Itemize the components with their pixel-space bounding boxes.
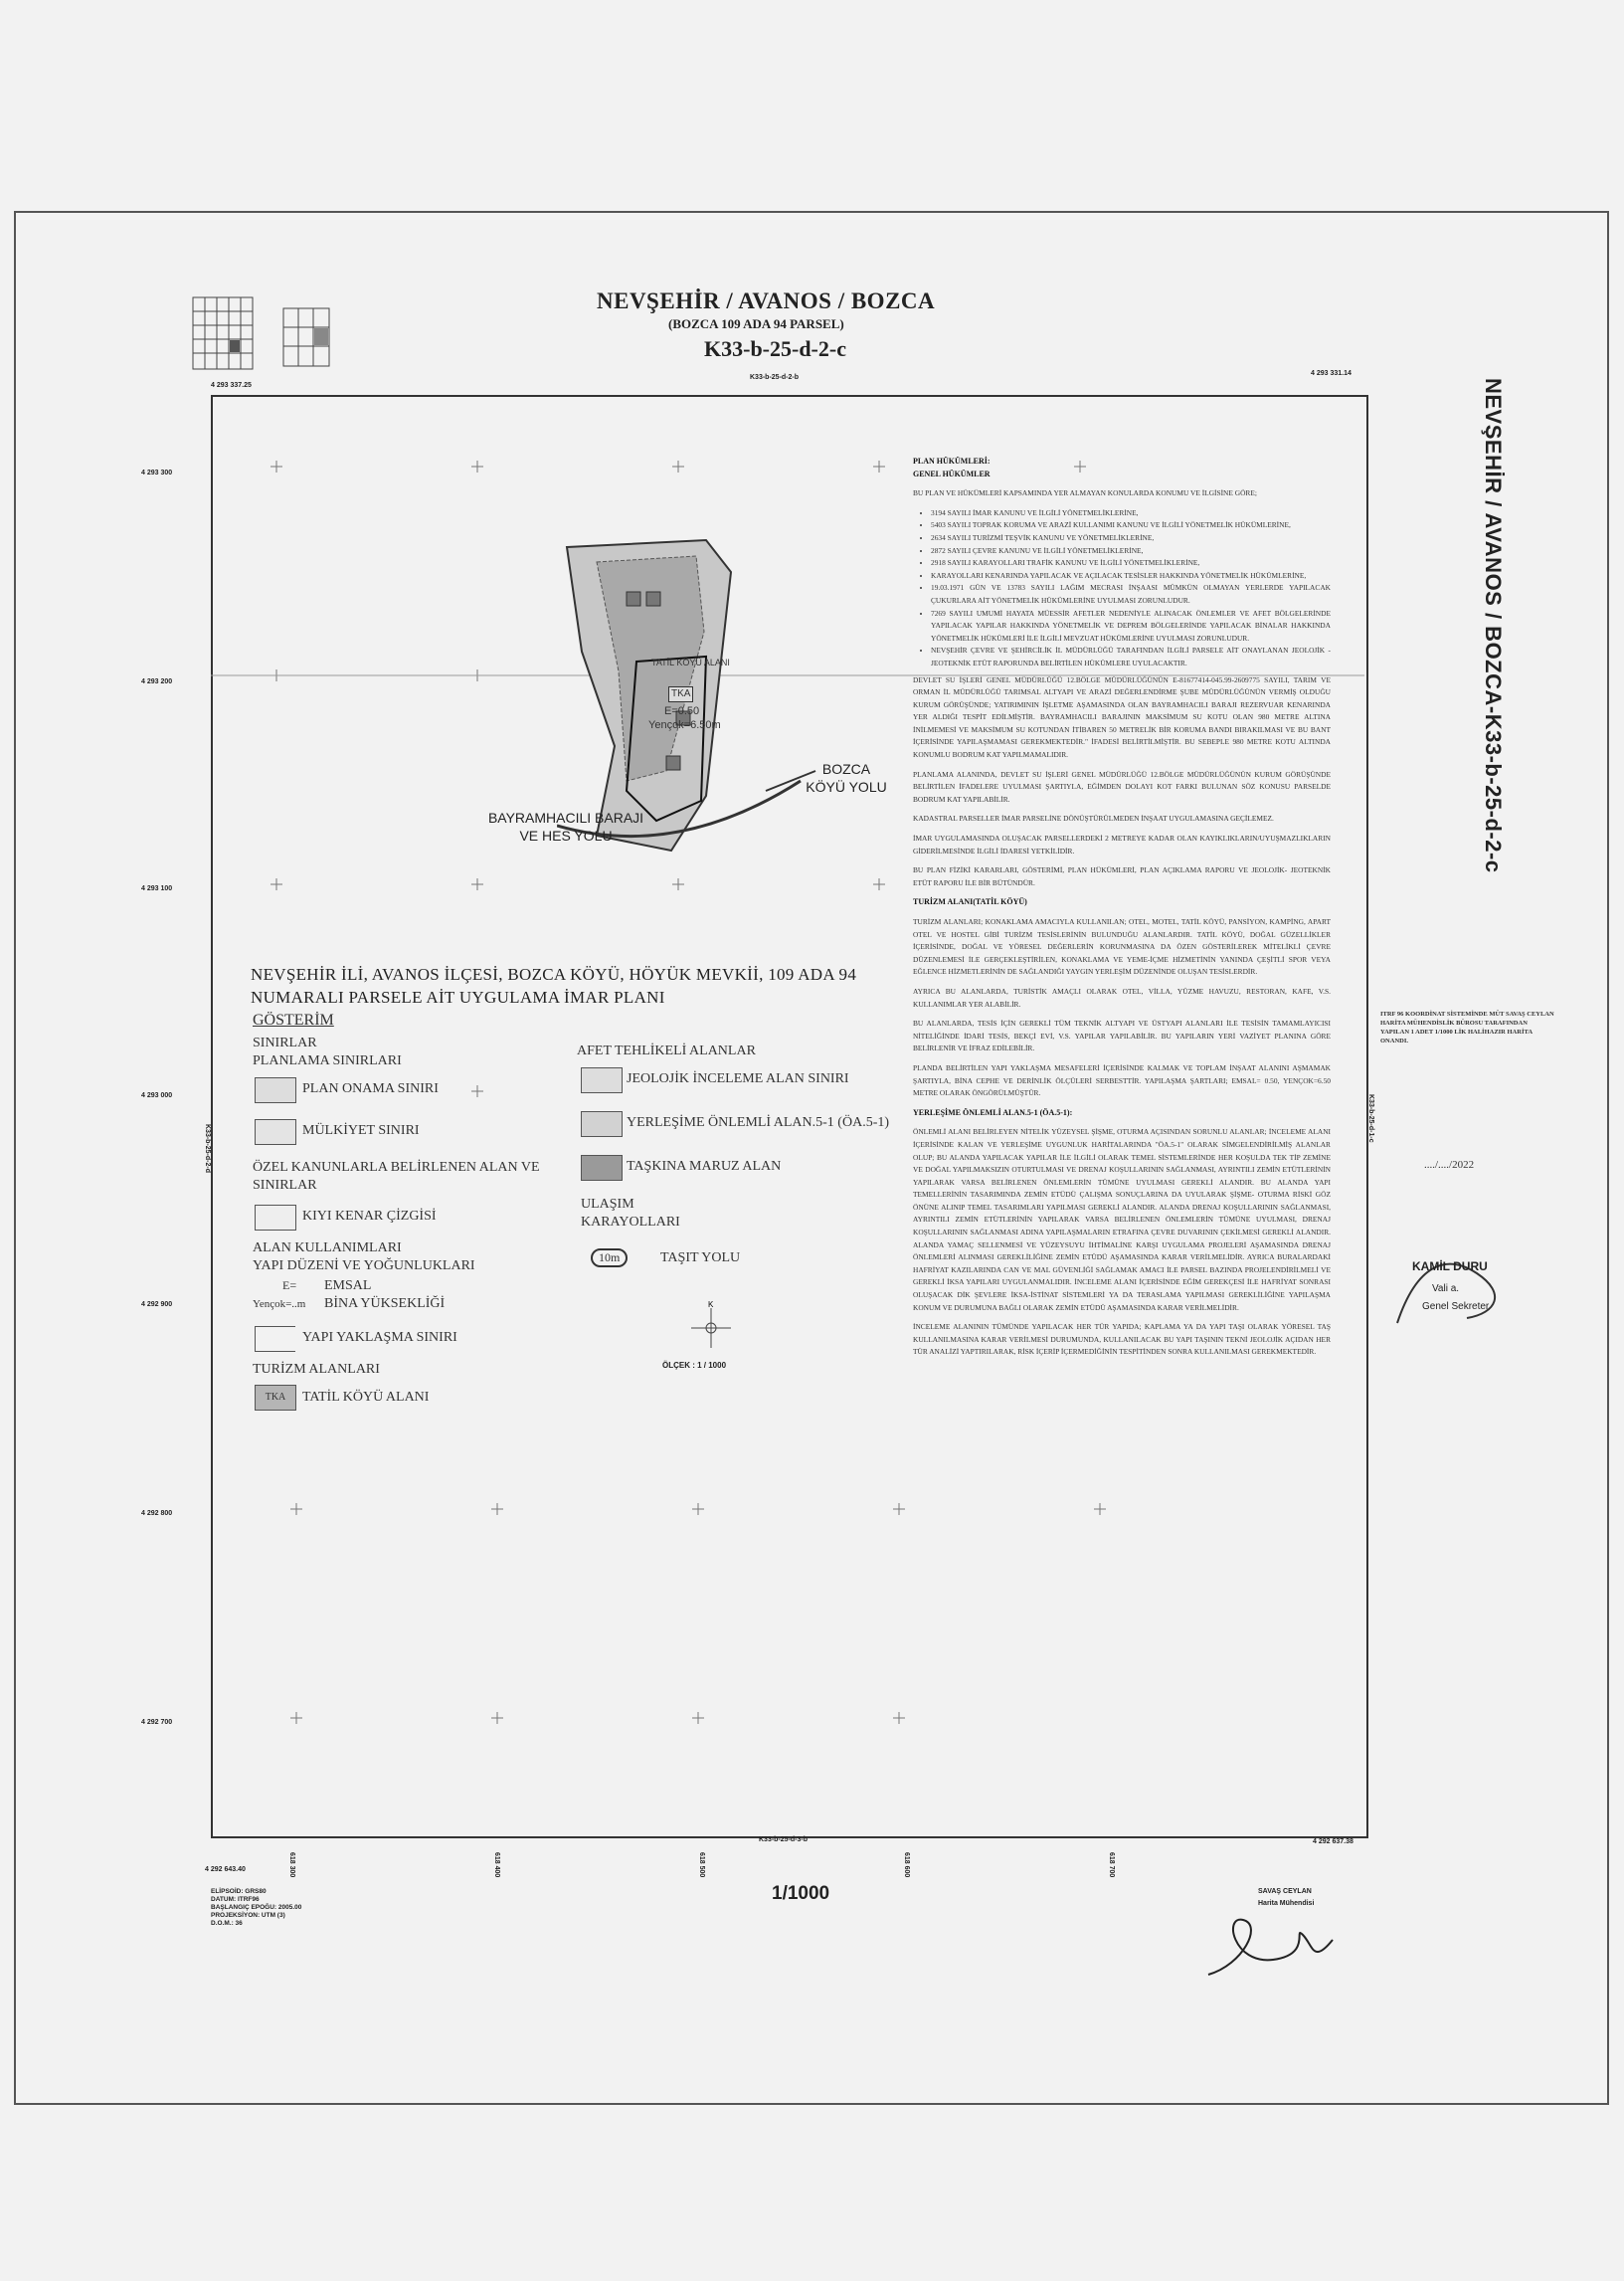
- northing-label: 4 293 300: [141, 470, 173, 476]
- legend-bina: BİNA YÜKSEKLİĞİ: [324, 1296, 446, 1311]
- legend-yapi-yaklasma: YAPI YAKLAŞMA SINIRI: [302, 1330, 457, 1345]
- sheet-index-grid: [192, 294, 331, 372]
- dsi-paragraph: DEVLET SU İŞLERİ GENEL MÜDÜRLÜĞÜ 12.BÖLGE MÜDÜRLÜĞÜNÜN E-81677414-045.99-2609775 SAYILI, TARIM VE ORMAN İL MÜDÜRLÜĞÜ TARIMSAL ALTYAPI VE ARAZİ DEĞERLENDİRME ŞUBE MÜDÜRLÜĞÜNÜN VERMİŞ OLDUĞU KURUM GÖRÜŞÜNDE; YATIRIMININ İŞLETME AŞAMASINDA OLAN BAYRAMHACILI BARAJI REZERVUAR KENARINDA YER ALDIĞI TESPİT EDİLMİŞTİR. BAYRAMHACILI BARAJININ MAKSİMUM SU KOTU OLAN 980 METRE ALTINA İNİLMEMESİ VE MAKSİMUM SU KOTUNDAN İTİBAREN 50 METRELİK BİR KORUMA BANDI BIRAKILMASI VE BU BANT İÇERİSİNDE YAPILAŞMAMASI GEREKMEKTEDİR." İFADESİ BELİRTİLMİŞTİR. BU SEBEPLE 980 METRE KOTU ALTINDA KONUMLU BODRUM KAT YAPILMAMALIDIR.: [913, 674, 1331, 760]
- top-neighbor-code: K33-b-25-d-2-b: [750, 374, 800, 381]
- north-arrow: [686, 1298, 736, 1358]
- corner-coord-br: 4 292 637.38: [1313, 1838, 1353, 1845]
- right-neighbor-code: K33-b-25-d-1-c: [1367, 1094, 1374, 1143]
- bullet-item: • NEVŞEHİR ÇEVRE VE ŞEHİRCİLİK İL MÜDÜRLÜĞÜ TARAFINDAN İLGİLİ PARSELE AİT ONAYLANAN JEOLOJİK - JEOTEKNİK ETÜT RAPORUNDA BELİRTİLEN HÜKÜMLERE UYULACAKTIR.: [931, 645, 1331, 669]
- emsal-symbol: E=: [282, 1278, 297, 1292]
- ellipsoid-line: ELİPSOİD: GRS80: [211, 1888, 267, 1895]
- kiyi-symbol: [255, 1205, 296, 1231]
- ayrica-paragraph: AYRICA BU ALANLARDA, TURİSTİK AMAÇLI OLARAK OTEL, VİLLA, YÜZME HAVUZU, RESTORAN, KAFE, V.S. KULLANIMLAR YER ALABİLİR.: [913, 986, 1331, 1009]
- yapi-yaklasma-symbol: [255, 1326, 295, 1352]
- approval-date: ..../..../2022: [1424, 1159, 1475, 1171]
- map-title: NEVŞEHİR / AVANOS / BOZCA: [597, 288, 936, 313]
- ellipsoid-line: D.O.M.: 36: [211, 1920, 243, 1927]
- legend-ozel-kanun: ÖZEL KANUNLARLA BELİRLENEN ALAN VE SINIRLAR: [253, 1160, 540, 1193]
- sheet-code: K33-b-25-d-2-c: [704, 336, 846, 361]
- parcel-tka-label: TKA: [668, 686, 693, 702]
- plan-hukumleri: [913, 456, 1331, 1366]
- svg-text:K: K: [708, 1300, 714, 1309]
- corner-coord-tl: 4 293 337.25: [211, 382, 252, 389]
- legend-alan-kullanimlari: ALAN KULLANIMLARI: [253, 1240, 402, 1255]
- signer-name: KAMİL DURU: [1412, 1259, 1488, 1273]
- bullet-item: • 5403 SAYILI TOPRAK KORUMA VE ARAZİ KULLANIMI KANUNU VE İLGİLİ YÖNETMELİK HÜKÜMLERİNE,: [931, 519, 1331, 532]
- mulkiyet-symbol: [255, 1119, 296, 1145]
- fiziki-paragraph: BU PLAN FİZİKİ KARARLARI, GÖSTERİMİ, PLAN HÜKÜMLERİ, PLAN AÇIKLAMA RAPORU VE JEOLOJİK- JEOTEKNİK ETÜT RAPORU İLE BİR BÜTÜNDÜR.: [913, 865, 1331, 887]
- tka-symbol: TKA: [255, 1385, 296, 1411]
- planlama-paragraph: PLANLAMA ALANINDA, DEVLET SU İŞLERİ GENEL MÜDÜRLÜĞÜ 12.BÖLGE MÜDÜRLÜĞÜNÜN KURUM GÖRÜŞÜNDE BELİRTİLEN İFADELERE UYULMASI ŞARTIYLA, EĞİMDEN DOLAYI KOT FARKI BULUNAN SÖZ KONUSU PARSELDE BODRUM KAT YAPILABİLİR.: [913, 769, 1331, 804]
- legend-section-sinirlar: SINIRLAR: [253, 1036, 317, 1050]
- genel-hukumler-heading: GENEL HÜKÜMLER: [913, 469, 991, 478]
- easting-label: 618 600: [903, 1852, 910, 1878]
- bullet-item: • KARAYOLLARI KENARINDA YAPILACAK VE AÇILACAK TESİSLER HAKKINDA YÖNETMELİK HÜKÜMLERİNE,: [931, 570, 1331, 583]
- ellipsoid-line: BAŞLANGIÇ EPOĞU: 2005.00: [211, 1904, 302, 1911]
- left-neighbor-code: K33-b-25-d-2-d: [204, 1124, 211, 1174]
- legend-karayollari: KARAYOLLARI: [581, 1215, 680, 1230]
- northing-label: 4 292 700: [141, 1719, 173, 1726]
- bullet-item: • 2634 SAYILI TURİZMİ TEŞVİK KANUNU VE YÖNETMELİKLERİNE,: [931, 532, 1331, 545]
- legend: [253, 1012, 909, 1429]
- oa-paragraph: ÖNLEMLİ ALANI BELİRLEYEN NİTELİK YÜZEYSEL ŞİŞME, OTURMA AÇISINDAN SORUNLU ALANLAR; İNCELEME ALANI İÇERİSİNDE KALAN VE YERLEŞİME UYGUNLUK HARİTALARINDA "ÖA.5-1" OLARAK SİMGELENDİRİLMİŞ ALANLAR OLUP; BU ALANDA YAPILACAK YAPILAR İLE İLGİLİ OLARAK TEMEL SİSTEMLERİNDE HER KOŞULDA TEK TİP ZEMİNE VE DOĞAL YAPILMAKSIZIN OTURTULMASI VE DRENAJ KOŞULLARININ SAĞLANMASI, AYRINTILI ZEMİN ETÜTLERİNİN YAPILARAK VARSA BELİRLENEN ÖNLEMLERİN TÜMÜNE UYULMASI GEREKLİ ALANDIR. BU ALANDA YAPI TEMELLERİNİN TASARIMINDA ZEMİN ETÜDÜ ÇALIŞMA SONUÇLARINA DA UYULARAK ŞİŞME- OTURMA RİSKİ GÖZ ÖNÜNE ALINIP TEMEL TASARIMLARI YAPILMASI GEREKLİ ALANDIR. ALANDA DRENAJ KOŞULLARININ SAĞLANMASI, AYRINTILI ZEMİN ETÜTLERİNİN YAPILARAK VARSA BELİRLENEN ÖNLEMLERİN TÜMÜNE UYULMASI, DRENAJ KOŞULLARININ SAĞLANMASI ADINA YAPILAŞMALARIN ETRAFINA ÇEVRE DUVARININ ÇEKİLMESİ GEREKLİ ALANDIR. ALANDA YAMAÇ SELLENMESİ VE YÜZEYSUYU İHTİMALİNE KARŞI UYGULAMA PROJELERİ AŞAMASINDA DRENAJ ÖNLEMLERİ ALINMASI GEREKLİLİĞİNE ZEMİN ETÜDÜ AŞAMASINDA KARAR VERİLMELİDİR. AYRICA BURALARDAKİ HAFRİYAT KAZILARINDA CAN VE MAL GÜVENLİĞİ SAĞLAMAK AMACI İLE PARSEL BAZINDA PROJELENDİRİLMELİ VE GEREKLİ İKSA YAPILARI UYGULANMALIDIR. İNCELEME ALANI İÇERİSİNDE EĞİM GEREKÇESİ İLE HAFRİYAT SONRASI OLUŞACAK DİK ŞEVLERE İKSA-İSTİNAT SİSTEMLERİ YA DA TERASLAMA YAPILMASI GEREKLİLİĞİNE YAPILAŞMA KONUM VE DURUMUNA BAĞLI OLARAK ZEMİN ETÜDÜ AŞAMASINDA KARAR VERİLMELİDİR.: [913, 1127, 1331, 1312]
- plan-title: NEVŞEHİR İLİ, AVANOS İLÇESİ, BOZCA KÖYÜ, HÖYÜK MEVKİİ, 109 ADA 94 NUMARALI PARSELE AİT UYGULAMA İMAR PLANI: [251, 965, 857, 1007]
- tasit-symbol: 10m: [591, 1248, 628, 1267]
- turizm-paragraph: TURİZM ALANLARI; KONAKLAMA AMACIYLA KULLANILAN; OTEL, MOTEL, TATİL KÖYÜ, PANSİYON, KAMPİNG, APART OTEL VE HOSTEL GİBİ TURİZM TESİSLERİNİN BULUNDUĞU ALANLARDIR. TATİL KÖYÜ, DOĞAL GÜZELLİKLER İÇERİSİNDE, DOĞAL VE YÖRESEL DEĞERLERİN KORUNMASINA DA ÖZEN GÖSTERİLEREK MİTELİKLİ ÇEVRE DÜZENLEMESİ İLE GERÇEKLEŞTİRİLEN, KONAKLAMA VE YEME-İÇME HİZMETİNİN YANINDA ÇEŞİTLİ SPOR VEYA EĞLENCE HİZMETLERİNİN DE SAĞLANDIĞI YAYGIN YERLEŞİM DÜZENİNDE OLUŞAN TESİSLERDİR.: [913, 917, 1331, 977]
- legend-plan-onama: PLAN ONAMA SINIRI: [302, 1081, 439, 1096]
- easting-label: 618 300: [288, 1852, 295, 1878]
- bullet-item: • 2918 SAYILI KARAYOLLARI TRAFİK KANUNU VE İLGİLİ YÖNETMELİKLERİNE,: [931, 557, 1331, 570]
- northing-label: 4 293 000: [141, 1092, 173, 1099]
- oa-heading: YERLEŞİME ÖNLEMLİ ALAN.5-1 (ÖA.5-1):: [913, 1107, 1073, 1117]
- bina-symbol: Yençok=..m: [253, 1298, 306, 1310]
- bullet-item: • 3194 SAYILI İMAR KANUNU VE İLGİLİ YÖNETMELİKLERİNE,: [931, 507, 1331, 520]
- map-subtitle: (BOZCA 109 ADA 94 PARSEL): [668, 316, 844, 331]
- legend-turizm: TURİZM ALANLARI: [253, 1362, 380, 1377]
- side-title: NEVŞEHİR / AVANOS / BOZCA-K33-b-25-d-2-c: [1481, 378, 1506, 873]
- legend-kiyi: KIYI KENAR ÇİZGİSİ: [302, 1209, 437, 1224]
- bullet-item: • 7269 SAYILI UMUMİ HAYATA MÜESSİR AFETLER NEDENİYLE ALINACAK ÖNLEMLER VE AFET BÖLGELERİNDE YAPILACAK YAPILAR HAKKINDA YÖNETMELİK VE DEPREM BÖLGELERİNDE YAPILACAK BİNALAR HAKKINDA YÖNETMELİK HÜKÜMLERİ İLE İLGİLİ MEVZUAT HÜKÜMLERİNE UYULMASI ZORUNLUDUR.: [931, 608, 1331, 646]
- itrf-note: ITRF 96 KOORDİNAT SİSTEMİNDE MÜT SAVAŞ CEYLAN HARİTA MÜHENDİSLİK BÜROSU TARAFINDAN YAPILAN 1 ADET 1/1000 LİK HALİHAZIR HARİTA ONANDI.: [1380, 1011, 1554, 1045]
- imar-paragraph: İMAR UYGULAMASINDA OLUŞACAK PARSELLERDEKİ 2 METREYE KADAR OLAN KAYIKLIKLARIN/UYUŞMAZLIKLARIN GİDERİLMESİNDE İLGİLİ İDARESİ YETKİLİDİR.: [913, 834, 1331, 855]
- plan-hukumleri-heading: PLAN HÜKÜMLERİ:: [913, 457, 991, 466]
- planda-paragraph: PLANDA BELİRTİLEN YAPI YAKLAŞMA MESAFELERİ İÇERİSİNDE KALMAK VE TOPLAM İNŞAAT ALANINI AŞMAMAK ŞARTIYLA, BİNA CEPHE VE DERİNLİK ÖLÇÜLERİ SERBESTTİR. YAPILAŞMA ŞARTLARI; EMSAL= 0.50, YENÇOK=6.50 METRE OLARAK ÖNGÖRÜLMÜŞTÜR.: [913, 1062, 1331, 1098]
- easting-label: 618 700: [1108, 1852, 1115, 1878]
- north-scale-text: ÖLÇEK : 1 / 1000: [662, 1361, 727, 1370]
- parcel-emsal-label: E=0.50: [664, 705, 700, 717]
- corner-coord-tr: 4 293 331.14: [1311, 370, 1352, 377]
- northing-label: 4 292 800: [141, 1510, 173, 1517]
- bottom-neighbor-code: K33-b-25-d-3-b: [759, 1836, 809, 1843]
- road-label-bozca: BOZCA KÖYÜ YOLU: [806, 761, 887, 795]
- legend-taskina: TAŞKINA MARUZ ALAN: [627, 1159, 782, 1174]
- legend-ulasim: ULAŞIM: [581, 1197, 634, 1212]
- plan-intro: BU PLAN VE HÜKÜMLERİ KAPSAMINDA YER ALMAYAN KONULARDA KONUMU VE İLGİSİNE GÖRE;: [913, 488, 1257, 498]
- easting-label: 618 400: [493, 1852, 500, 1878]
- legend-subsection-planlama: PLANLAMA SINIRLARI: [253, 1053, 402, 1068]
- map-scale: 1/1000: [772, 1883, 830, 1904]
- inceleme-paragraph: İNCELEME ALANININ TÜMÜNDE YAPILACAK HER TÜR YAPIDA; KAPLAMA YA DA YAPI TAŞI OLARAK YÖRESEL TAŞ KULLANILMASINA KARAR VERİLMESİ DURUMUNDA, KULLANILACAK BU YAPI TAŞININ TEKNİ JEOLOJİK AÇIDAN HER TÜR ANALİZİ YAPTIRILARAK, RİSK İÇERİP İÇERMEDİĞİNİN TESPİTİNDEN SONRA KULLANILMASI GEREKMEKTEDİR.: [913, 1322, 1331, 1357]
- bullet-item: • 19.03.1971 GÜN VE 13783 SAYILI LAĞIM MECRASI İNŞAASI MÜMKÜN OLMAYAN YERLERDE YAPILACAK ÇUKURLARA AİT YÖNETMELİK HÜKÜMLERİNE UYULMASI ZORUNLUDUR.: [931, 582, 1331, 607]
- taskina-symbol: [581, 1155, 623, 1181]
- ellipsoid-line: DATUM: ITRF96: [211, 1896, 260, 1903]
- corner-coord-bl: 4 292 643.40: [205, 1866, 246, 1873]
- legend-yapi-duzeni: YAPI DÜZENİ VE YOĞUNLUKLARI: [253, 1258, 475, 1273]
- legend-afet: AFET TEHLİKELİ ALANLAR: [577, 1044, 756, 1058]
- parcel-area-label: TATİL KÖYÜ ALANI: [651, 658, 730, 667]
- yerlesime-symbol: [581, 1111, 623, 1137]
- signer-role-1: Vali a.: [1432, 1283, 1460, 1294]
- legend-tatil-koyu: TATİL KÖYÜ ALANI: [302, 1390, 430, 1405]
- bu-alanlarda-paragraph: BU ALANLARDA, TESİS İÇİN GEREKLİ TÜM TEKNİK ALTYAPI VE ÜSTYAPI ALANLARI İLE TESİSİN TAMAMLAYICISI NİTELİĞİNDE İDARİ TESİS, BEKÇİ EVİ, V.S. YAPILAR YAPILABİLİR. BU YAPILARIN YERİ VAZİYET PLANINA GÖRE BELİRLENİR VE İFRAZ EDİLEBİLİR.: [913, 1019, 1331, 1053]
- turizm-heading: TURİZM ALANI(TATİL KÖYÜ): [913, 897, 1027, 907]
- bullet-item: • 2872 SAYILI ÇEVRE KANUNU VE İLGİLİ YÖNETMELİKLERİNE,: [931, 545, 1331, 558]
- parcel-yencok-label: Yençok=6.50m: [648, 719, 721, 731]
- ellipsoid-line: PROJEKSİYON: UTM (3): [211, 1912, 285, 1919]
- easting-label: 618 500: [698, 1852, 705, 1878]
- legend-jeolojik: JEOLOJİK İNCELEME ALAN SINIRI: [627, 1071, 849, 1086]
- legend-yerlesime: YERLEŞİME ÖNLEMLİ ALAN.5-1 (ÖA.5-1): [627, 1115, 890, 1130]
- ellipsoid-info: [211, 1888, 301, 1928]
- plan-onama-symbol: [255, 1077, 296, 1103]
- northing-label: 4 293 100: [141, 885, 173, 892]
- northing-label: 4 292 900: [141, 1301, 173, 1308]
- legend-heading: GÖSTERİM: [253, 1012, 334, 1029]
- legend-mulkiyet: MÜLKİYET SINIRI: [302, 1123, 420, 1138]
- engineer-signature: [1203, 1905, 1353, 1990]
- legend-tasit: TAŞIT YOLU: [660, 1250, 741, 1265]
- signer-role-2: Genel Sekreter: [1422, 1301, 1490, 1312]
- legend-emsal: EMSAL: [324, 1278, 372, 1293]
- jeolojik-symbol: [581, 1067, 623, 1093]
- northing-label: 4 293 200: [141, 678, 173, 685]
- kadastral-paragraph: KADASTRAL PARSELLER İMAR PARSELİNE DÖNÜŞTÜRÜLMEDEN İNŞAAT UYGULAMASINA GEÇİLEMEZ.: [913, 814, 1274, 824]
- engineer-name: SAVAŞ CEYLAN: [1258, 1888, 1312, 1895]
- engineer-role: Harita Mühendisi: [1258, 1900, 1315, 1907]
- road-label-baraj: BAYRAMHACILI BARAJI VE HES YOLU: [487, 810, 644, 844]
